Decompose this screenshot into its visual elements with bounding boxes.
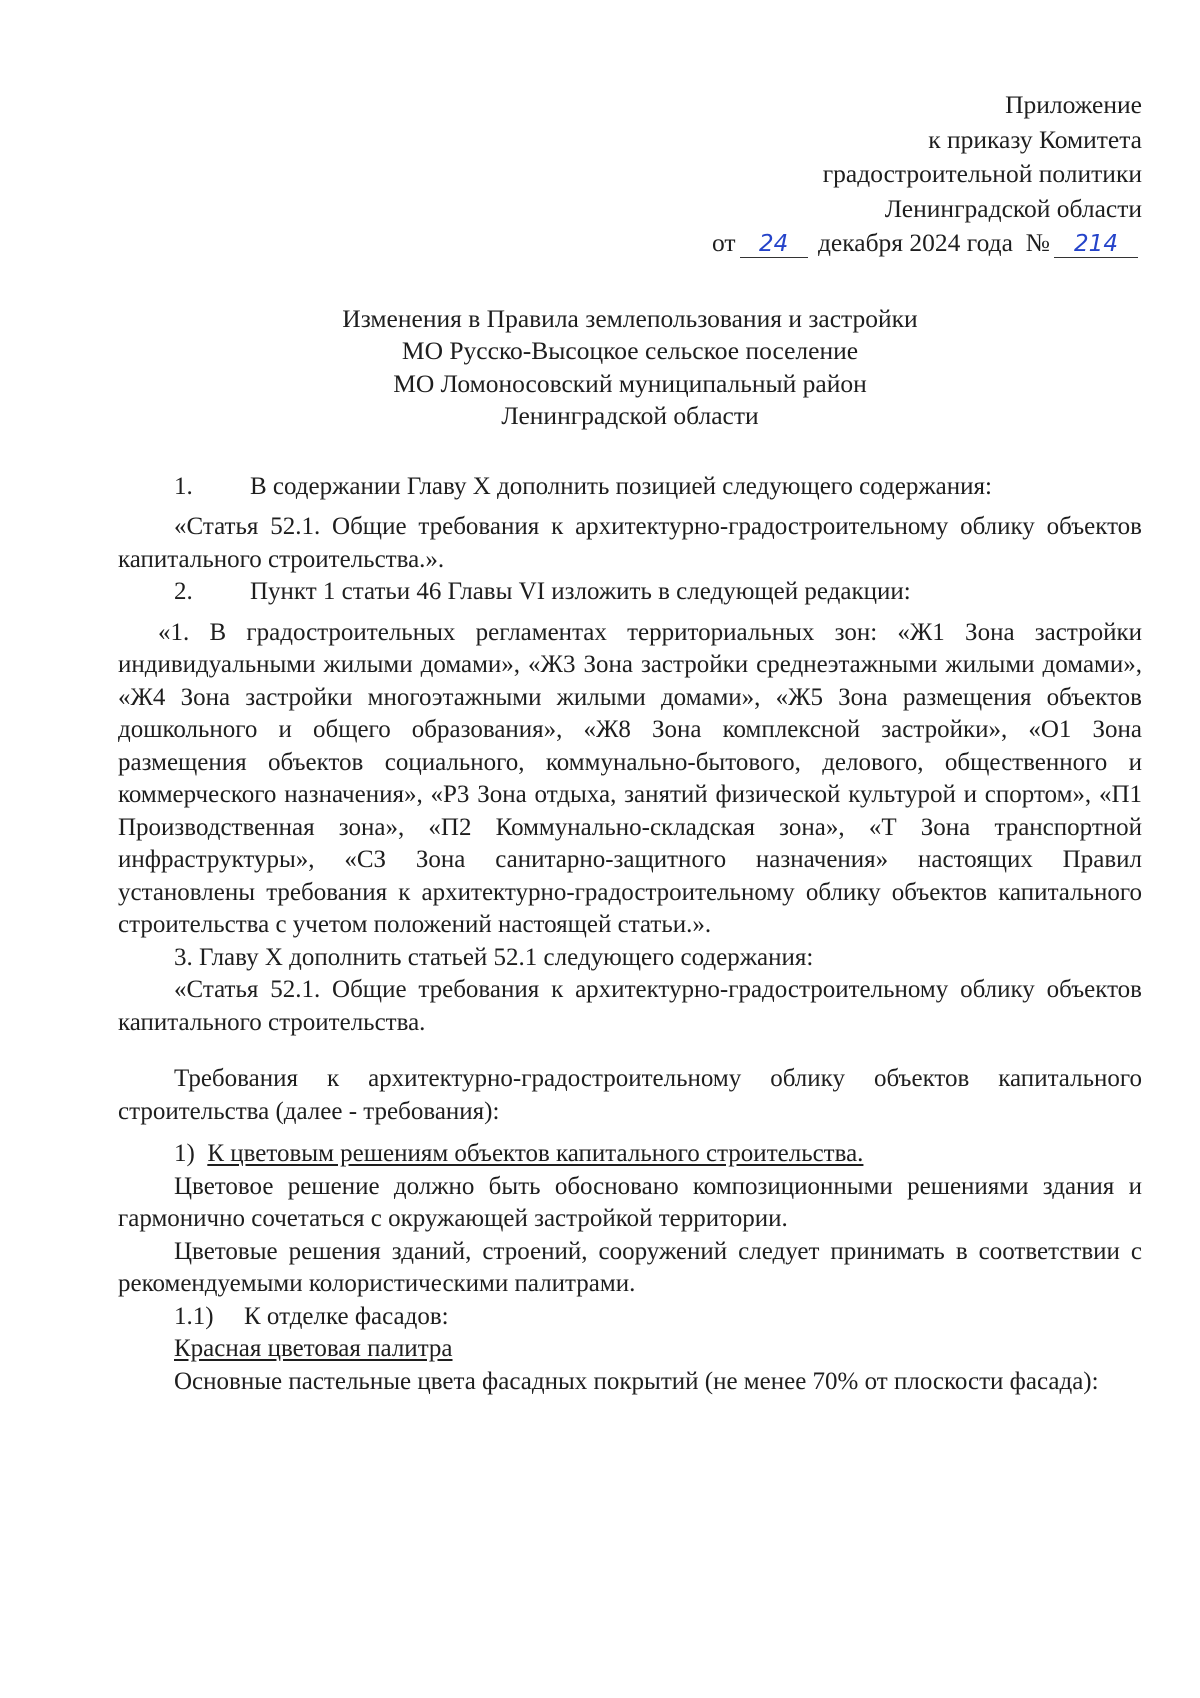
appendix-line-1: Приложение — [1005, 90, 1142, 119]
date-rest: декабря 2024 года — [817, 228, 1013, 257]
appendix-date-line — [118, 226, 1142, 261]
subsection-1-paragraph-2: Цветовые решения зданий, строений, сооружений следует принимать в соответствии с рекомендуемыми колористическими палитрами. — [118, 1237, 1142, 1297]
item-1-quote: «Статья 52.1. Общие требования к архитектурно-градостроительному облику объектов капитального строительства.». — [118, 513, 1142, 573]
title-line-2: МО Русско-Высоцкое сельское поселение — [401, 336, 859, 365]
item-1 — [118, 471, 1142, 504]
subsection-1-number: 1) — [174, 1140, 195, 1167]
document-title — [118, 303, 1142, 433]
appendix-line-4: Ленинградской области — [884, 193, 1142, 223]
palette-heading — [118, 1333, 1142, 1366]
item-3-quote: «Статья 52.1. Общие требования к архитектурно-градостроительному облику объектов капитального строительства. — [118, 976, 1142, 1036]
subsection-1-1 — [118, 1301, 1142, 1334]
appendix-line-2: к приказу Комитета — [928, 124, 1142, 154]
subsection-1-1-title: К отделке фасадов: — [244, 1302, 449, 1330]
item-2-quote: «1. В градостроительных регламентах территориальных зон: «Ж1 Зона застройки индивидуальными жилыми домами», «Ж3 Зона застройки среднеэтажными жилыми домами», «Ж4 Зона застройки многоэтажными жилыми домами», «Ж5 Зона размещения объектов дошкольного и общего образования», «Ж8 Зона комплексной застройки», «О1 Зона размещения объектов социального, коммунально-бытового, делового, общественного и коммерческого назначения», «Р3 Зона отдыха, занятий физической культурой и спортом», «П1 Производственная зона», «П2 Коммунально-складская зона», «Т Зона транспортной инфраструктуры», «СЗ Зона санитарно-защитного назначения» настоящих Правил установлены требования к архитектурно-градостроительному облику объектов капитального строительства с учетом положений настоящей статьи.». — [118, 618, 1142, 938]
item-2 — [118, 576, 1142, 609]
requirements-intro: Требования к архитектурно-градостроительному облику объектов капитального строительства (далее - требования): — [118, 1065, 1142, 1125]
subsection-1-title: К цветовым решениям объектов капитального строительства. — [207, 1140, 864, 1167]
document-page — [118, 88, 1142, 1398]
handwritten-date-day: 24 — [740, 231, 808, 258]
item-2-text: Пункт 1 статьи 46 Главы VI изложить в следующей редакции: — [250, 578, 911, 605]
title-line-3: МО Ломоносовский муниципальный район — [393, 368, 867, 398]
item-1-text: В содержании Главу X дополнить позицией следующего содержания: — [250, 472, 992, 500]
appendix-header — [118, 88, 1142, 261]
date-prefix: от — [712, 228, 736, 257]
appendix-line-3: градостроительной политики — [822, 159, 1142, 188]
subsection-1-heading — [118, 1138, 1142, 1171]
item-2-number: 2. — [174, 578, 193, 605]
palette-title: Красная цветовая палитра — [174, 1335, 453, 1362]
title-line-4: Ленинградской области — [501, 401, 759, 430]
title-line-1: Изменения в Правила землепользования и застройки — [342, 303, 918, 333]
item-3: 3. Главу X дополнить статьей 52.1 следующего содержания: — [174, 943, 814, 971]
number-prefix: № — [1025, 228, 1050, 257]
palette-paragraph: Основные пастельные цвета фасадных покрытий (не менее 70% от плоскости фасада): — [174, 1367, 1099, 1395]
subsection-1-paragraph-1: Цветовое решение должно быть обосновано композиционными решениями здания и гармонично сочетаться с окружающей застройкой территории. — [118, 1172, 1142, 1232]
handwritten-order-number: 214 — [1054, 231, 1138, 258]
subsection-1-1-number: 1.1) — [174, 1302, 214, 1330]
document-body — [118, 471, 1142, 1399]
item-1-number: 1. — [174, 472, 193, 500]
